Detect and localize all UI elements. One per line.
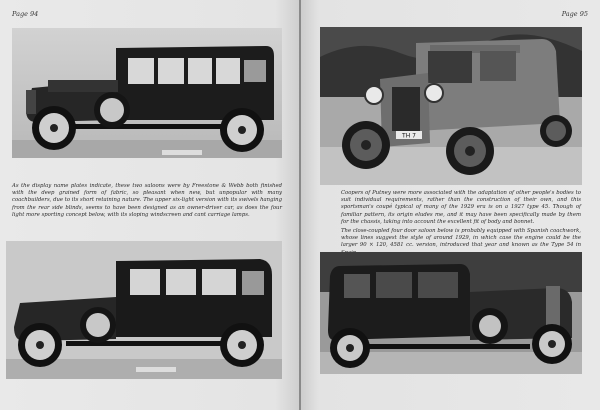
caption-right bbox=[341, 190, 581, 259]
page-number-left: Page 94 bbox=[12, 10, 39, 18]
left-page bbox=[0, 0, 299, 410]
photo-sportsman-coupe bbox=[320, 27, 582, 185]
registration-plate: TH 7 bbox=[402, 132, 416, 140]
caption-paragraph: As the display name plates indicate, these two saloons were by Freestone & Webb both finished with the deep grained form of fabric, so pleasant when new, but unpopular with many coachbuilders, due to its short retaining nature. The upper six-light version with its swivels hanging from the rear side blinds, seems to have been designed as an owner-driver car, as does the four light more sporting concept below, with its sloping windscreen and cant carriage lamps. bbox=[12, 183, 282, 218]
photo-close-coupled-saloon bbox=[320, 252, 582, 374]
caption-paragraph-1: Coopers of Putney were more associated with the adaptation of other people's bodies to suit individual requirements, rather than the construction of their own, and this sportsman's coupé typical of many of the 1929 era is on a 1927 type 45. Though of familiar pattern, its origin eludes me, and it may have been specifically made by them for the chassis, taking into account the excellent fit of body and bonnet. bbox=[341, 190, 581, 225]
caption-left-top bbox=[12, 183, 282, 221]
photo-four-light-saloon bbox=[6, 241, 282, 379]
caption-paragraph-2: The close-coupled four door saloon below is probably equipped with Spanish coachwork, whose lines suggest the style of around 1929, in which case the engine could be the larger 90 × 120, 4581 cc. version, introduced that year and known as the Type 54 in bbox=[341, 228, 581, 249]
photo-six-light-saloon bbox=[12, 28, 282, 158]
page-number-right: Page 95 bbox=[561, 10, 588, 18]
right-page bbox=[301, 0, 600, 410]
